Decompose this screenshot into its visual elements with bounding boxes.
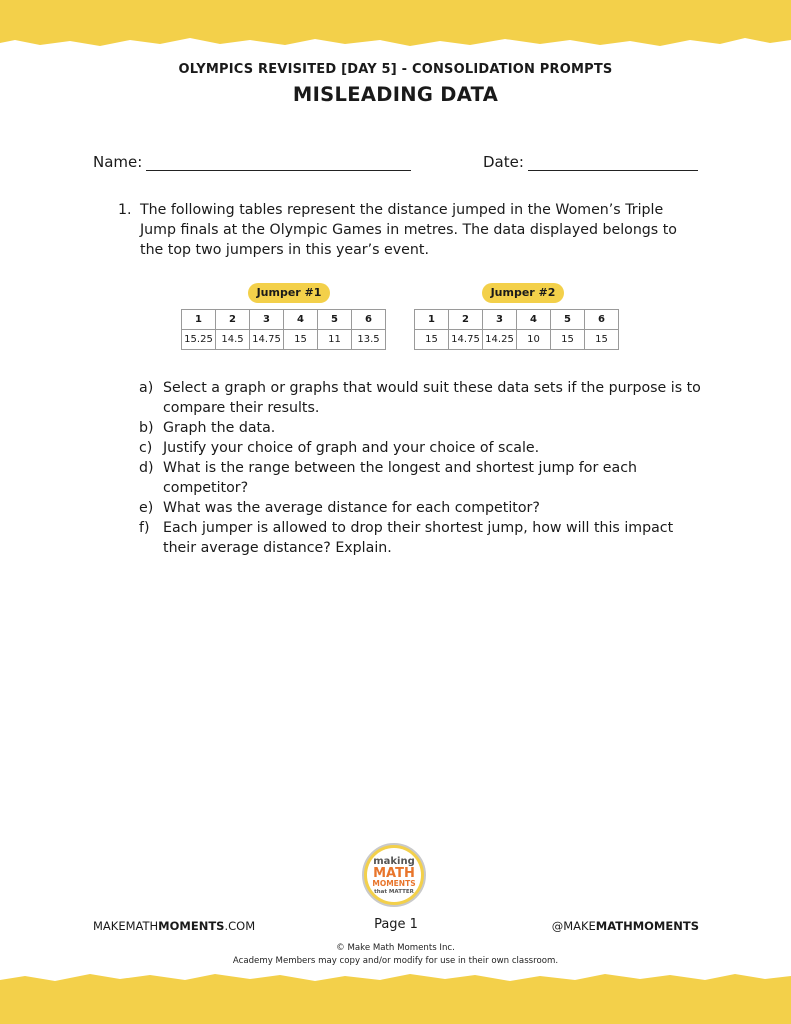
- table-cell: 6: [585, 310, 619, 330]
- name-field[interactable]: [93, 153, 411, 171]
- website-part-3: .COM: [224, 919, 256, 933]
- logo-line-1: making: [373, 856, 415, 867]
- logo-line-4: that MATTER: [374, 889, 414, 895]
- table-cell: 4: [284, 310, 318, 330]
- table-cell: 15: [284, 330, 318, 350]
- list-item: [139, 438, 709, 458]
- table-cell: 1: [415, 310, 449, 330]
- list-item: [139, 458, 709, 498]
- subquestion-text: Select a graph or graphs that would suit these data sets if the purpose is to compare their results.: [163, 380, 701, 416]
- jumper-1-table: [181, 309, 386, 350]
- table-cell: 2: [449, 310, 483, 330]
- subquestion-list: [139, 378, 709, 558]
- subquestion-letter: c): [139, 440, 153, 456]
- table-cell: 4: [517, 310, 551, 330]
- handle-part-1: @MAKE: [551, 919, 596, 933]
- table-cell: 10: [517, 330, 551, 350]
- footer-handle[interactable]: [552, 919, 699, 933]
- logo-line-2: MATH: [373, 866, 415, 881]
- bottom-decorative-band: [0, 962, 791, 1024]
- jumper-2-label: Jumper #2: [482, 283, 564, 303]
- table-cell: 14.75: [250, 330, 284, 350]
- page-title: MISLEADING DATA: [292, 83, 499, 106]
- permission-line: Academy Members may copy and/or modify for use in their own classroom.: [232, 956, 559, 966]
- table-cell: 6: [352, 310, 386, 330]
- list-item: [139, 418, 709, 438]
- table-cell: 13.5: [352, 330, 386, 350]
- attempt-row: [415, 310, 619, 330]
- list-item: [139, 498, 709, 518]
- jumper-1-label: Jumper #1: [248, 283, 330, 303]
- subquestion-text: Graph the data.: [163, 420, 276, 436]
- table-cell: 14.5: [216, 330, 250, 350]
- table-cell: 15.25: [182, 330, 216, 350]
- subquestion-letter: a): [139, 380, 154, 396]
- table-cell: 14.25: [483, 330, 517, 350]
- page-header: [0, 62, 791, 106]
- list-item: [139, 378, 709, 418]
- subquestion-text: What is the range between the longest and shortest jump for each competitor?: [163, 460, 638, 496]
- table-cell: 5: [551, 310, 585, 330]
- subquestion-text: What was the average distance for each competitor?: [163, 500, 540, 516]
- table-cell: 15: [415, 330, 449, 350]
- distance-row: [415, 330, 619, 350]
- distance-row: [182, 330, 386, 350]
- footer: [93, 917, 699, 935]
- jumper-2-table: [414, 309, 619, 350]
- table-cell: 15: [551, 330, 585, 350]
- question-number: 1.: [118, 202, 132, 218]
- table-cell: 2: [216, 310, 250, 330]
- making-math-moments-logo: [361, 842, 427, 908]
- table-cell: 14.75: [449, 330, 483, 350]
- website-part-2: MOMENTS: [158, 919, 225, 933]
- attempt-row: [182, 310, 386, 330]
- question-text: The following tables represent the distance jumped in the Women’s Triple Jump finals at the Olympic Games in metres. The data displayed belongs to the top two jumpers in this year’s event.: [140, 202, 677, 258]
- website-part-1: MAKEMATH: [93, 919, 159, 933]
- subquestion-text: Justify your choice of graph and your choice of scale.: [163, 440, 540, 456]
- page-number: Page 1: [374, 917, 418, 932]
- subquestion-text: Each jumper is allowed to drop their shortest jump, how will this impact their average distance? Explain.: [163, 520, 674, 556]
- subquestion-letter: e): [139, 500, 154, 516]
- date-label: Date:: [483, 153, 524, 171]
- list-item: [139, 518, 709, 558]
- name-line[interactable]: [146, 154, 411, 171]
- table-cell: 5: [318, 310, 352, 330]
- subquestion-letter: f): [139, 520, 150, 536]
- table-cell: 3: [483, 310, 517, 330]
- table-cell: 15: [585, 330, 619, 350]
- subquestion-letter: d): [139, 460, 154, 476]
- subquestion-letter: b): [139, 420, 154, 436]
- logo-line-3: MOMENTS: [372, 879, 416, 888]
- table-cell: 3: [250, 310, 284, 330]
- copyright-line: © Make Math Moments Inc.: [336, 943, 455, 953]
- date-line[interactable]: [528, 154, 698, 171]
- date-field[interactable]: [483, 153, 698, 171]
- handle-part-2: MATHMOMENTS: [595, 919, 699, 933]
- table-cell: 11: [318, 330, 352, 350]
- table-cell: 1: [182, 310, 216, 330]
- top-decorative-band: [0, 0, 791, 58]
- question-1: [118, 200, 688, 260]
- page-subtitle: OLYMPICS REVISITED [DAY 5] - CONSOLIDATION PROMPTS: [178, 62, 613, 77]
- name-label: Name:: [93, 153, 143, 171]
